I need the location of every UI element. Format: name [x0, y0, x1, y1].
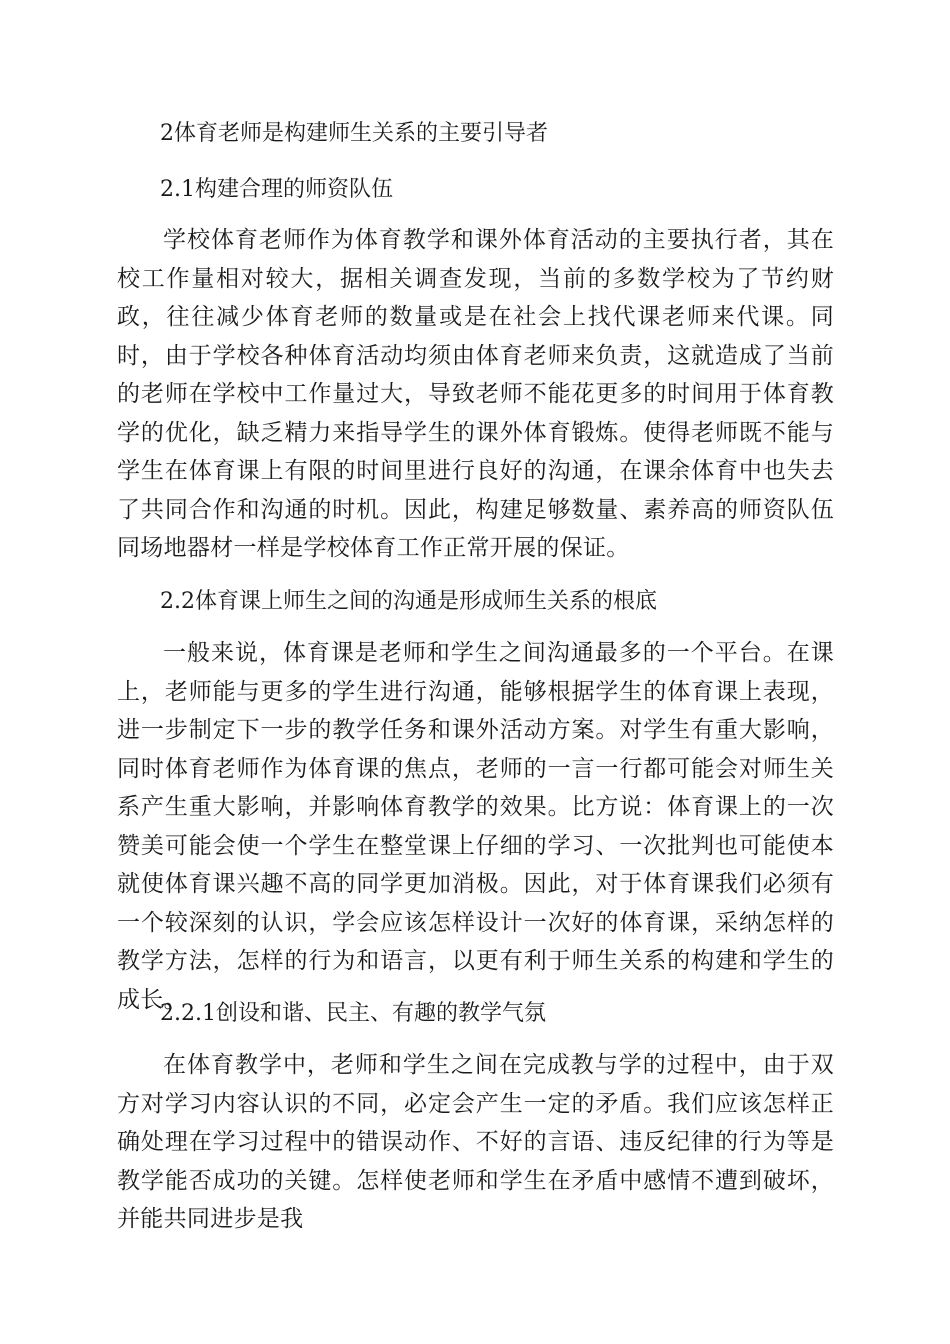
paragraph-communication	[117, 634, 834, 1019]
paragraph-text: 一般来说，体育课是老师和学生之间沟通最多的一个平台。在课上，老师能与更多的学生进行沟通，能够根据学生的体育课上表现，进一步制定下一步的教学任务和课外活动方案。对学生有重大影响，同时体育老师作为体育课的焦点，老师的一言一行都可能会对师生关系产生重大影响，并影响体育教学的效果。比方说：体育课上的一次赞美可能会使一个学生在整堂课上仔细的学习、一次批判也可能使本就使体育课兴趣不高的同学更加消极。因此，对于体育课我们必须有一个较深刻的认识，学会应该怎样设计一次好的体育课，采纳怎样的教学方法，怎样的行为和语言，以更有利于师生关系的构建和学生的成长。	[117, 640, 834, 1013]
paragraph-teacher-staff	[117, 221, 834, 568]
section-heading-2-1: 2.1构建合理的师资队伍	[160, 177, 393, 202]
paragraph-text: 学校体育老师作为体育教学和课外体育活动的主要执行者，其在校工作量相对较大，据相关调查发现，当前的多数学校为了节约财政，往往减少体育老师的数量或是在社会上找代课老师来代课。同时，由于学校各种体育活动均须由体育老师来负责，这就造成了当前的老师在学校中工作量过大，导致老师不能花更多的时间用于体育教学的优化，缺乏精力来指导学生的课外体育锻炼。使得老师既不能与学生在体育课上有限的时间里进行良好的沟通，在课余体育中也失去了共同合作和沟通的时机。因此，构建足够数量、素养高的师资队伍同场地器材一样是学校体育工作正常开展的保证。	[117, 227, 834, 561]
section-heading-2: 2体育老师是构建师生关系的主要引导者	[160, 121, 548, 146]
paragraph-atmosphere	[117, 1046, 834, 1239]
paragraph-text: 在体育教学中，老师和学生之间在完成教与学的过程中，由于双方对学习内容认识的不同，必定会产生一定的矛盾。我们应该怎样正确处理在学习过程中的错误动作、不好的言语、违反纪律的行为等是教学能否成功的关键。怎样使老师和学生在矛盾中感情不遭到破坏，并能共同进步是我	[117, 1052, 834, 1232]
section-heading-2-2: 2.2体育课上师生之间的沟通是形成师生关系的根底	[160, 589, 657, 614]
section-heading-2-2-1: 2.2.1创设和谐、民主、有趣的教学气氛	[160, 1001, 546, 1026]
